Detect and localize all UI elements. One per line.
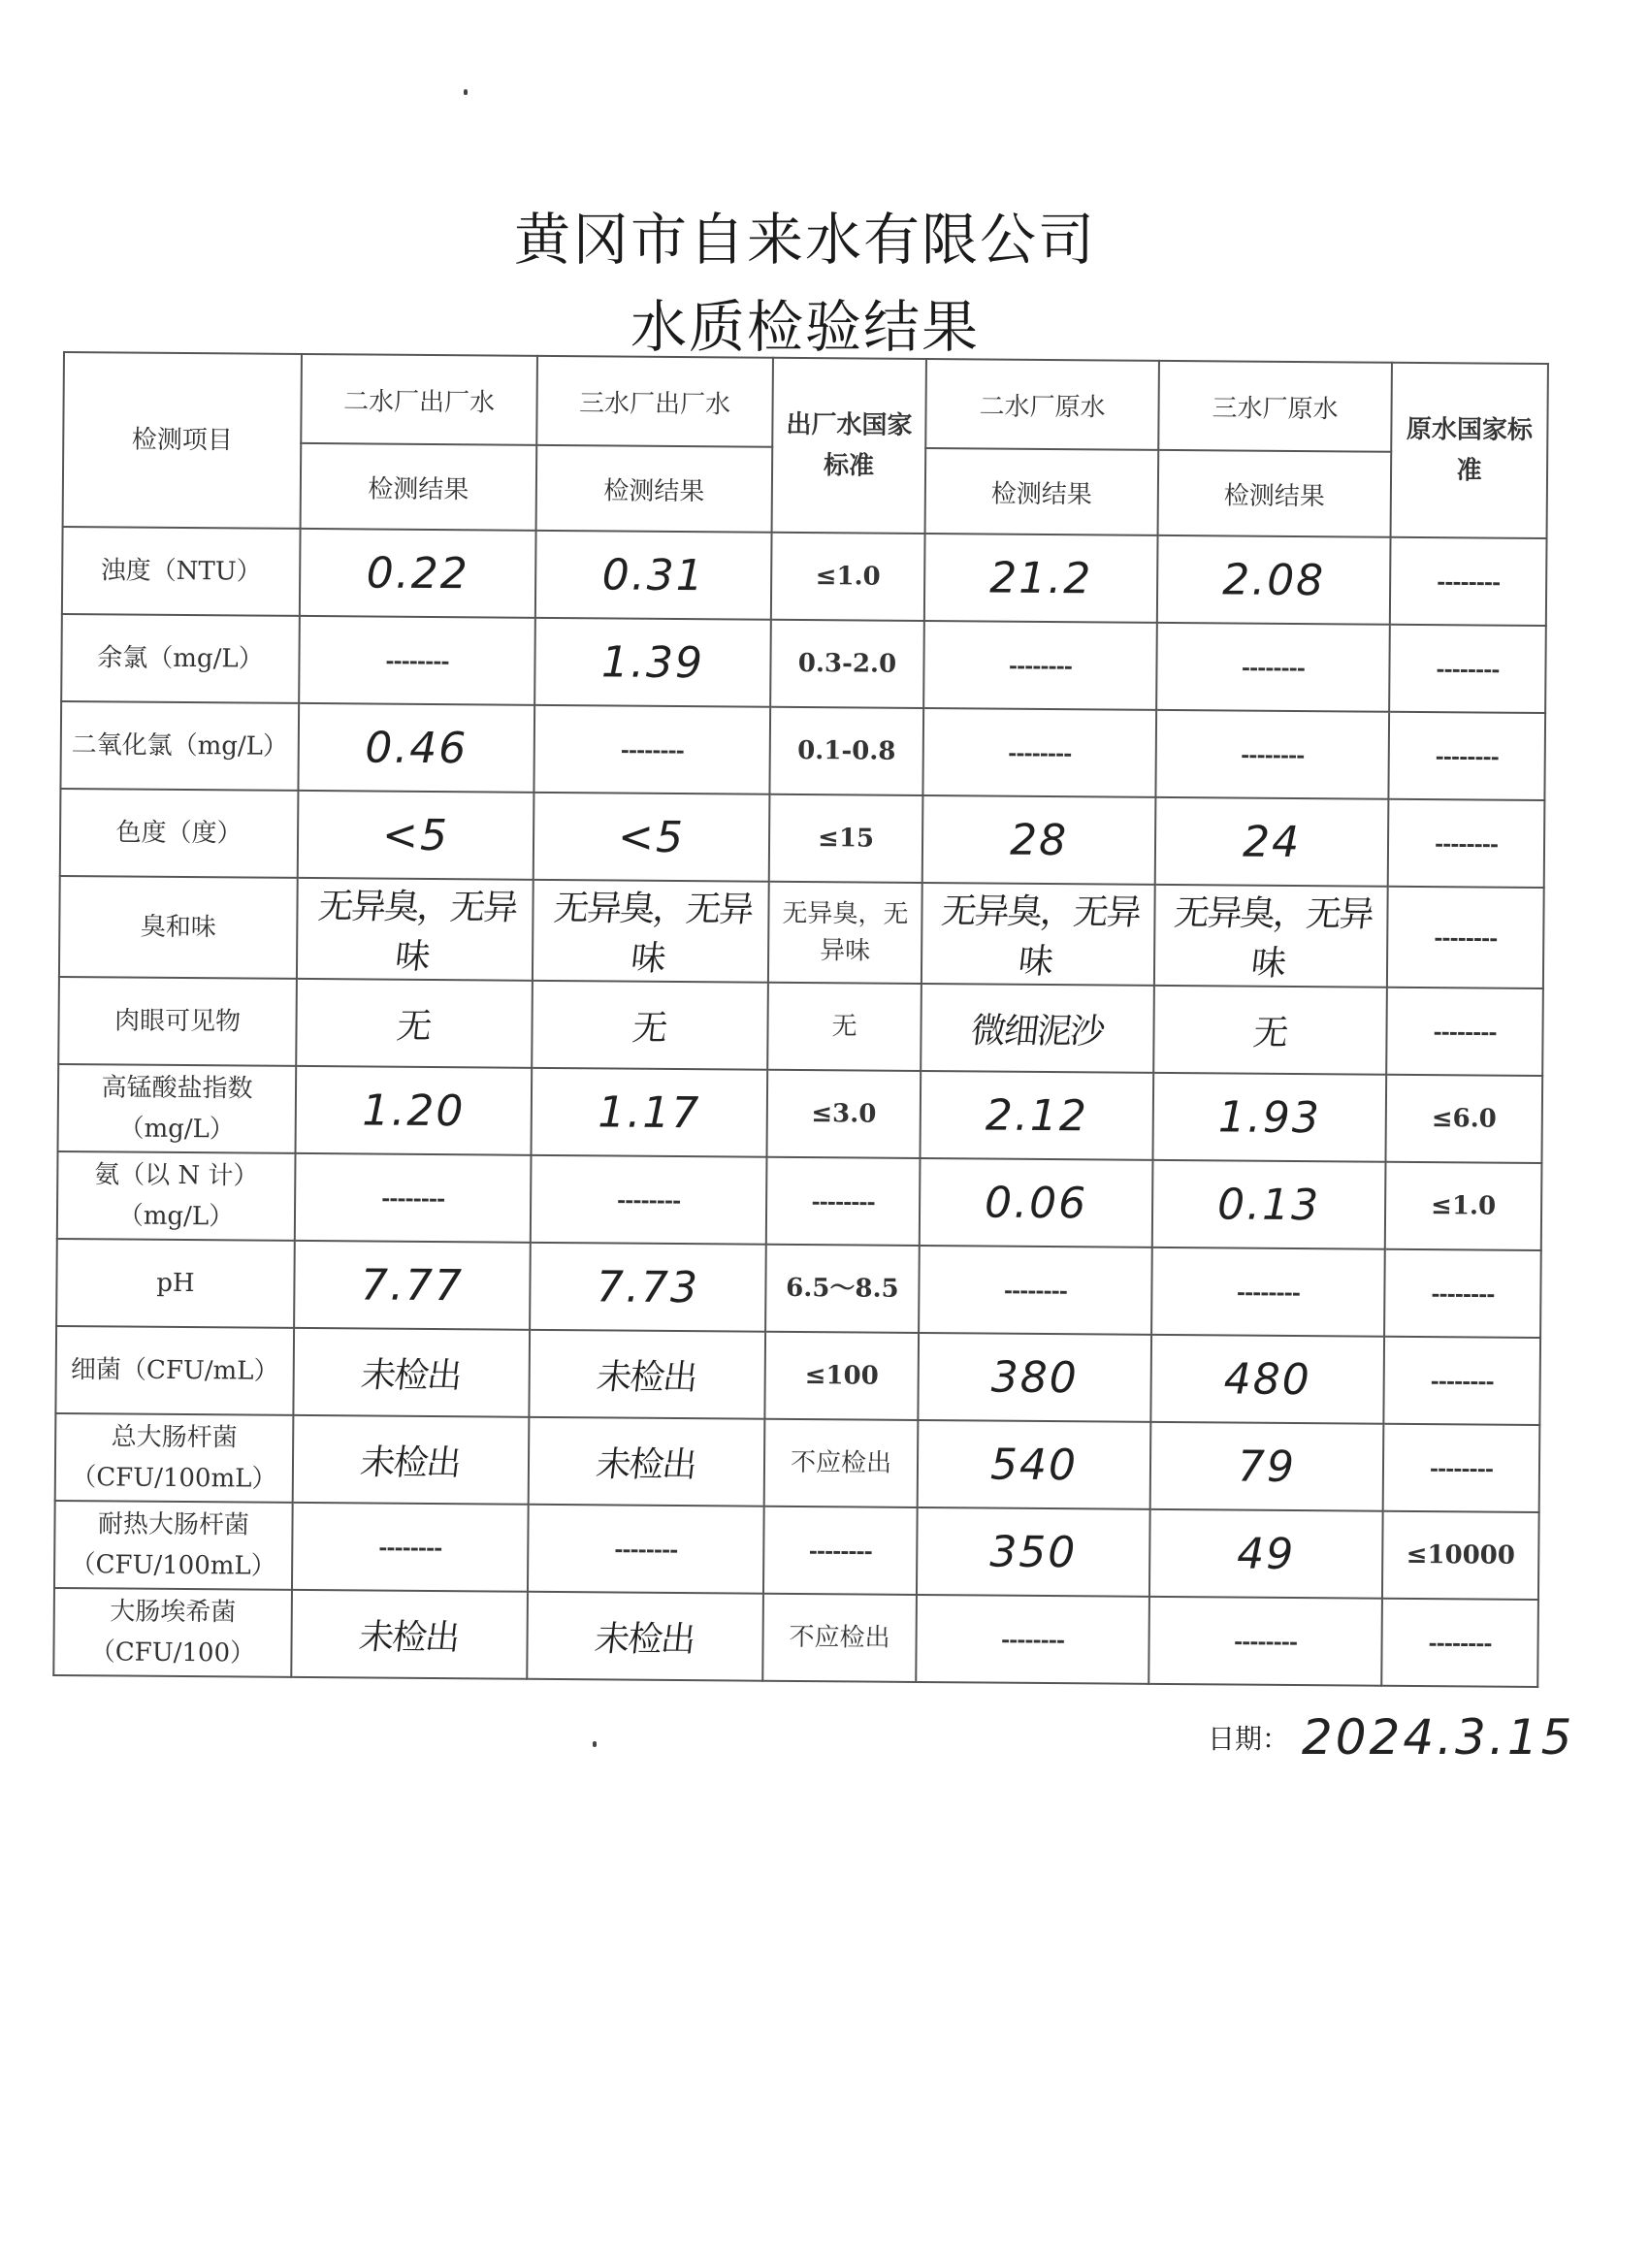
raw-std-cell-text: --------	[1434, 831, 1499, 858]
plant3-raw-cell-text: 2.08	[1222, 554, 1326, 605]
plant3-out-cell-text: --------	[614, 1537, 678, 1564]
plant3-raw-cell-text: --------	[1241, 742, 1305, 769]
plant2-raw-cell-text: 0.06	[984, 1177, 1088, 1228]
raw-std-cell	[1390, 537, 1547, 626]
item-cell	[55, 1413, 294, 1503]
plant2-raw-cell	[922, 708, 1156, 797]
plant2-raw-cell-text: 无异臭，无异味	[939, 891, 1143, 983]
header-result-label: 检测结果	[536, 445, 773, 533]
out-std-cell-text: ≤1.0	[815, 562, 881, 592]
plant2-raw-cell-text: 28	[1009, 815, 1069, 865]
out-std-cell-text: 0.3-2.0	[797, 648, 897, 679]
header-plant3-raw: 三水厂原水	[1158, 361, 1392, 452]
item-cell	[53, 1588, 292, 1677]
raw-std-cell	[1383, 1424, 1540, 1512]
date-label: 日期：	[1208, 1723, 1290, 1755]
plant2-raw-cell	[919, 1246, 1152, 1335]
plant3-out-cell-text: 1.39	[600, 636, 705, 688]
plant3-raw-cell-text: 480	[1223, 1353, 1311, 1405]
out-std-cell	[769, 794, 923, 883]
plant3-out-cell-text: 0.31	[601, 549, 705, 600]
header-raw-std: 原水国家标准	[1391, 363, 1548, 538]
raw-std-cell	[1381, 1599, 1538, 1687]
out-std-cell	[769, 707, 923, 795]
out-std-cell	[764, 1419, 919, 1507]
plant3-out-cell-text: <5	[617, 812, 686, 862]
plant2-out-cell	[293, 1328, 530, 1417]
plant2-out-cell	[293, 1415, 530, 1505]
plant2-out-cell-text: --------	[381, 1185, 445, 1213]
plant3-raw-cell-text: --------	[1233, 1629, 1298, 1656]
plant2-out-cell	[291, 1590, 528, 1679]
plant2-raw-cell	[923, 621, 1157, 710]
item-cell	[55, 1326, 294, 1415]
out-std-cell-text: 不应检出	[789, 1622, 890, 1653]
plant3-out-cell	[534, 705, 770, 794]
plant2-out-cell-text: 0.22	[366, 547, 469, 599]
plant3-out-cell	[530, 1243, 766, 1332]
item-cell-text: 大肠埃希菌（CFU/100）	[89, 1597, 256, 1669]
plant2-raw-cell-text: 380	[990, 1352, 1079, 1403]
out-std-cell-text: --------	[808, 1539, 872, 1565]
plant2-out-cell	[295, 1153, 532, 1243]
header-out-std: 出厂水国家标准	[772, 358, 926, 534]
date-value: 2024.3.15	[1301, 1709, 1575, 1766]
plant2-out-cell	[296, 979, 533, 1068]
plant2-raw-cell	[920, 1158, 1153, 1247]
plant3-raw-cell	[1155, 797, 1389, 887]
out-std-cell	[767, 983, 922, 1071]
item-cell-text: 浊度（NTU）	[100, 556, 262, 587]
raw-std-cell-text: --------	[1436, 657, 1500, 683]
plant2-out-cell-text: 未检出	[357, 1616, 462, 1658]
raw-std-cell	[1382, 1511, 1539, 1600]
plant3-raw-cell-text: --------	[1236, 1280, 1301, 1307]
out-std-cell-text: 无	[831, 1012, 857, 1042]
plant2-out-cell-text: 未检出	[358, 1442, 463, 1483]
table-row	[55, 1413, 1540, 1512]
plant2-out-cell	[300, 529, 536, 618]
plant3-raw-cell	[1152, 1073, 1386, 1162]
out-std-cell	[765, 1245, 920, 1333]
header-plant2-raw: 二水厂原水	[925, 359, 1159, 450]
raw-std-cell	[1385, 1162, 1542, 1250]
table-row	[53, 1588, 1538, 1687]
plant2-raw-cell	[916, 1595, 1149, 1684]
out-std-cell	[771, 533, 925, 621]
plant3-raw-cell	[1148, 1597, 1382, 1686]
out-std-cell-text: ≤3.0	[811, 1099, 877, 1129]
item-cell	[58, 977, 297, 1066]
header-result-label: 检测结果	[925, 448, 1159, 535]
plant2-raw-cell-text: --------	[1003, 1278, 1068, 1305]
raw-std-cell-text: ≤6.0	[1431, 1104, 1497, 1134]
plant3-raw-cell	[1149, 1509, 1383, 1599]
out-std-cell	[766, 1070, 921, 1158]
plant2-out-cell-text: 1.20	[362, 1085, 466, 1136]
plant2-out-cell-text: 无	[395, 1006, 434, 1047]
item-cell-text: 肉眼可见物	[113, 1006, 242, 1037]
plant3-raw-cell	[1155, 710, 1389, 799]
raw-std-cell-text: ≤1.0	[1430, 1191, 1497, 1221]
plant3-out-cell-text: 未检出	[593, 1618, 697, 1660]
plant2-raw-cell	[918, 1333, 1151, 1422]
plant3-raw-cell-text: --------	[1241, 655, 1306, 682]
item-cell	[58, 1064, 297, 1153]
plant3-out-cell	[533, 880, 769, 983]
raw-std-cell	[1383, 1337, 1540, 1425]
plant2-out-cell-text: --------	[378, 1535, 442, 1562]
plant3-out-cell	[534, 618, 771, 707]
item-cell	[57, 1151, 296, 1241]
out-std-cell	[762, 1594, 917, 1682]
plant3-raw-cell	[1153, 986, 1387, 1075]
table-row	[62, 527, 1547, 626]
item-cell-text: 二氧化氯（mg/L）	[71, 730, 289, 761]
plant3-out-cell	[532, 1068, 768, 1157]
out-std-cell-text: 不应检出	[790, 1447, 892, 1478]
raw-std-cell	[1389, 625, 1546, 713]
plant2-raw-cell-text: 21.2	[989, 553, 1093, 603]
raw-std-cell	[1385, 1075, 1542, 1163]
item-cell	[54, 1501, 293, 1590]
item-cell-text: 色度（度）	[115, 818, 242, 849]
item-cell-text: 氨（以 N 计）（mg/L）	[94, 1160, 259, 1232]
out-std-cell	[766, 1157, 921, 1246]
table-row	[55, 1326, 1540, 1425]
raw-std-cell	[1386, 988, 1543, 1076]
table-row	[60, 789, 1545, 888]
plant2-out-cell	[292, 1503, 529, 1592]
item-cell	[59, 876, 298, 979]
plant3-raw-cell	[1157, 535, 1391, 625]
plant2-out-cell	[298, 791, 534, 880]
plant3-out-cell	[532, 981, 768, 1070]
item-cell-text: 总大肠杆菌（CFU/100mL）	[71, 1422, 277, 1494]
out-std-cell-text: --------	[811, 1189, 875, 1215]
company-title: 黄冈市自来水有限公司	[513, 207, 1096, 273]
item-cell-text: 耐热大肠杆菌（CFU/100mL）	[70, 1509, 276, 1581]
plant3-out-cell-text: 7.73	[596, 1261, 700, 1312]
table-row	[56, 1239, 1541, 1338]
plant3-out-cell	[529, 1417, 765, 1507]
out-std-cell	[763, 1507, 918, 1595]
item-cell-text: 细菌（CFU/mL）	[70, 1355, 279, 1386]
plant3-out-cell-text: 无异臭，无异味	[552, 889, 755, 979]
table-row	[58, 977, 1543, 1076]
plant3-out-cell	[534, 793, 770, 882]
plant2-out-cell	[296, 1066, 533, 1155]
plant3-raw-cell-text: 49	[1237, 1529, 1296, 1579]
out-std-cell-text: ≤100	[804, 1361, 879, 1391]
plant3-out-cell-text: 未检出	[595, 1356, 699, 1398]
raw-std-cell-text: --------	[1429, 1456, 1494, 1482]
plant2-raw-cell-text: 微细泥沙	[968, 1010, 1106, 1052]
plant2-raw-cell	[922, 883, 1155, 986]
item-cell	[60, 789, 299, 878]
header-plant3-out: 三水厂出厂水	[536, 356, 773, 447]
raw-std-cell-text: --------	[1437, 569, 1501, 596]
plant3-raw-cell-text: 无异臭，无异味	[1172, 893, 1375, 984]
plant2-raw-cell-text: 350	[989, 1527, 1078, 1577]
plant2-out-cell-text: --------	[385, 648, 449, 675]
plant2-raw-cell	[920, 1071, 1153, 1160]
plant3-out-cell	[528, 1505, 764, 1594]
raw-std-cell-text: --------	[1434, 925, 1498, 952]
scan-speck	[593, 1741, 597, 1747]
out-std-cell-text: 6.5～8.5	[786, 1273, 899, 1304]
item-cell-text: pH	[156, 1268, 195, 1299]
plant2-out-cell	[299, 616, 535, 705]
plant3-raw-cell	[1150, 1422, 1384, 1511]
plant2-out-cell	[297, 878, 534, 981]
date-row	[1208, 1709, 1574, 1766]
plant3-raw-cell-text: 1.93	[1217, 1091, 1322, 1143]
item-cell	[62, 527, 301, 616]
out-std-cell-text: ≤15	[817, 824, 875, 854]
table-row	[59, 876, 1544, 988]
out-std-cell	[768, 882, 922, 984]
item-cell	[56, 1239, 295, 1328]
item-cell	[60, 701, 299, 791]
plant2-raw-cell	[918, 1420, 1151, 1509]
raw-std-cell	[1387, 887, 1544, 988]
item-cell-text: 臭和味	[140, 912, 216, 943]
raw-std-cell	[1388, 799, 1545, 888]
table-row	[57, 1151, 1542, 1250]
plant2-raw-cell	[922, 795, 1156, 885]
plant2-raw-cell-text: --------	[1000, 1627, 1065, 1654]
raw-std-cell-text: --------	[1430, 1369, 1494, 1395]
plant3-raw-cell-text: 0.13	[1216, 1179, 1321, 1230]
raw-std-cell-text: --------	[1428, 1631, 1492, 1657]
header-result-label: 检测结果	[301, 443, 537, 531]
plant2-raw-cell-text: --------	[1008, 740, 1072, 767]
table-row	[61, 614, 1546, 713]
plant2-out-cell	[298, 703, 534, 793]
plant3-raw-cell	[1156, 623, 1390, 712]
plant3-out-cell-text: 无	[630, 1008, 669, 1049]
plant3-out-cell	[531, 1155, 767, 1245]
results-table	[52, 351, 1549, 1688]
raw-std-cell	[1384, 1249, 1541, 1338]
table-row	[60, 701, 1545, 800]
plant3-raw-cell	[1150, 1335, 1384, 1424]
plant3-raw-cell-text: 无	[1250, 1013, 1289, 1053]
plant2-raw-cell	[917, 1507, 1150, 1597]
plant3-raw-cell-text: 24	[1242, 817, 1302, 867]
plant2-raw-cell	[921, 984, 1154, 1073]
raw-std-cell-text: --------	[1431, 1281, 1495, 1308]
raw-std-cell-text: --------	[1435, 744, 1499, 770]
plant3-out-cell-text: 1.17	[598, 1086, 701, 1138]
plant3-raw-cell-text: 79	[1237, 1442, 1297, 1492]
header-item: 检测项目	[63, 352, 302, 529]
item-cell-text: 高锰酸盐指数（mg/L）	[101, 1073, 253, 1145]
out-std-cell-text: 无异臭，无异味	[782, 898, 909, 966]
out-std-cell	[764, 1332, 919, 1420]
plant2-out-cell-text: 0.46	[365, 722, 469, 773]
plant2-raw-cell-text: 540	[989, 1440, 1079, 1490]
plant3-out-cell	[527, 1592, 763, 1681]
plant3-out-cell-text: --------	[617, 1187, 681, 1215]
table-row	[58, 1064, 1543, 1163]
plant3-out-cell-text: --------	[620, 737, 684, 764]
plant2-raw-cell-text: 2.12	[985, 1089, 1089, 1141]
raw-std-cell-text: ≤10000	[1406, 1539, 1516, 1571]
plant3-out-cell	[529, 1330, 765, 1419]
header-result-label: 检测结果	[1158, 450, 1392, 537]
plant2-out-cell-text: 未检出	[359, 1354, 464, 1396]
plant2-out-cell	[294, 1241, 531, 1330]
plant2-raw-cell-text: --------	[1008, 653, 1073, 680]
plant2-out-cell-text: 无异臭，无异味	[316, 887, 519, 977]
plant2-out-cell-text: <5	[381, 810, 450, 860]
table-row	[54, 1501, 1539, 1600]
plant3-raw-cell	[1152, 1160, 1386, 1249]
header-row	[63, 352, 1548, 453]
out-std-cell-text: 0.1-0.8	[797, 735, 896, 766]
out-std-cell	[770, 620, 924, 708]
scan-speck	[464, 89, 468, 95]
header-plant2-out: 二水厂出厂水	[301, 354, 537, 445]
plant3-raw-cell	[1154, 885, 1388, 988]
raw-std-cell-text: --------	[1433, 1020, 1497, 1046]
plant2-out-cell-text: 7.77	[360, 1259, 465, 1311]
plant2-raw-cell	[924, 534, 1158, 623]
item-cell	[61, 614, 300, 703]
item-cell-text: 余氯（mg/L）	[97, 643, 264, 674]
raw-std-cell	[1388, 712, 1545, 800]
report-title: 水质检验结果	[630, 294, 980, 360]
plant3-raw-cell	[1151, 1247, 1385, 1337]
plant3-out-cell	[535, 531, 772, 620]
plant3-out-cell-text: 未检出	[594, 1443, 698, 1485]
